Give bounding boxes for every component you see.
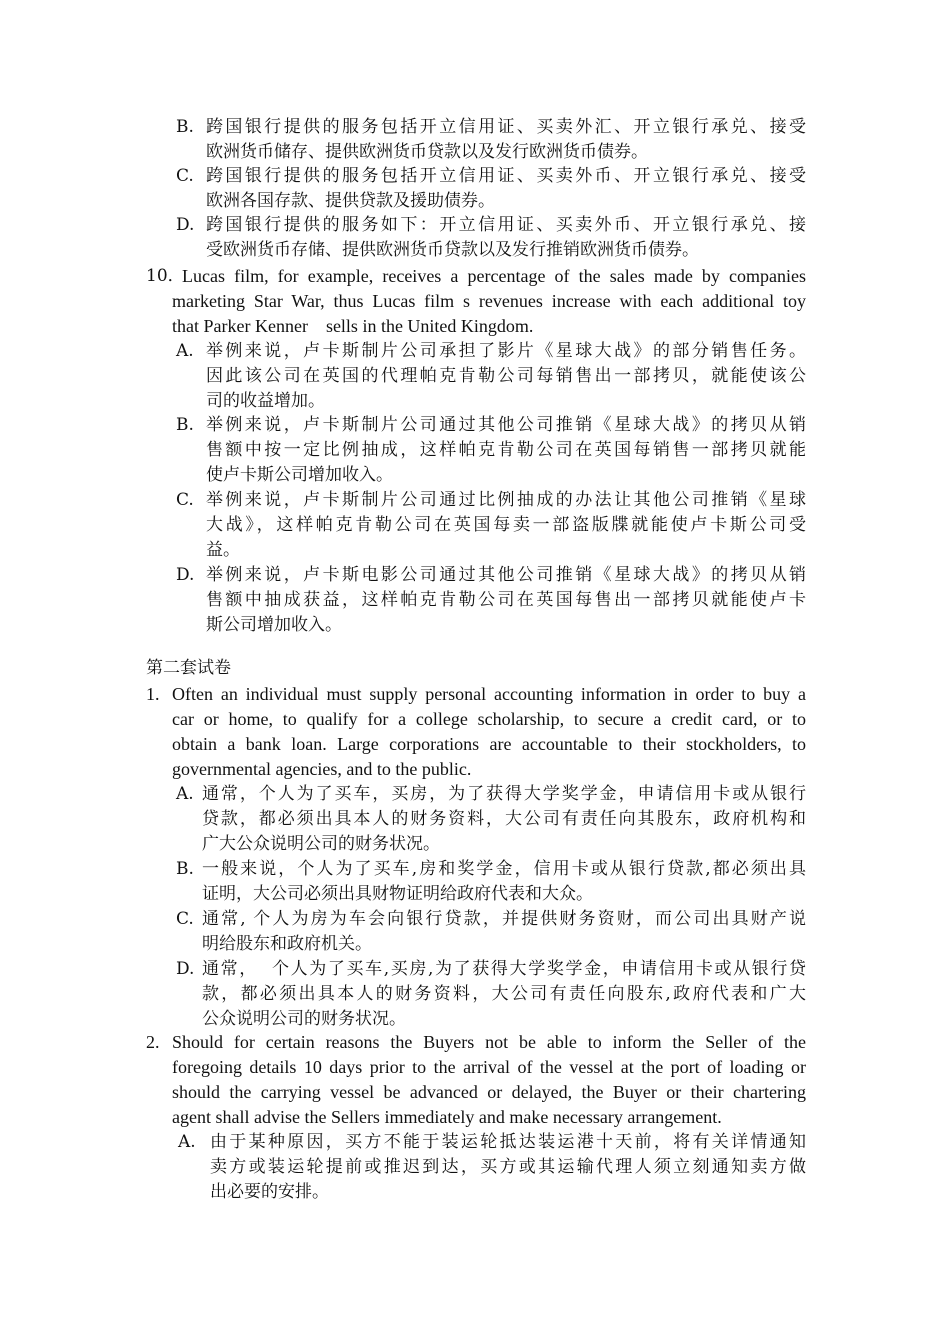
question-number: 1. <box>146 684 160 704</box>
option-text-line: 举例来说，卢卡斯制片公司通过其他公司推销《星球大战》的拷贝从销 <box>206 415 806 435</box>
question-text-line: governmental agencies, and to the public. <box>172 759 472 779</box>
option-text-line: 举例来说，卢卡斯制片公司通过比例抽成的办法让其他公司推销《星球 <box>206 490 806 510</box>
option-text-line: 卖方或装运轮提前或推迟到达，买方或其运输代理人须立刻通知卖方做 <box>210 1157 806 1177</box>
option-text-line: 售额中抽成获益，这样帕克肯勒公司在英国每售出一部拷贝就能使卢卡 <box>206 590 806 610</box>
option-letter: B. <box>176 117 194 137</box>
section-title: 第二套试卷 <box>146 658 231 678</box>
question-text-line: Lucas film, for example, receives a percentage of the sales made by companies <box>182 266 806 286</box>
question-text-line: obtain a bank loan. Large corporations are accountable to their stockholders, to <box>172 734 806 754</box>
option-letter: D. <box>176 215 195 235</box>
option-text-line: 公众说明公司的财务状况。 <box>202 1009 406 1029</box>
option-letter: C. <box>176 490 194 510</box>
option-letter: C. <box>176 166 194 186</box>
option-text-line: 明给股东和政府机关。 <box>202 934 372 954</box>
question-text-line: foregoing details 10 days prior to the arrival of the vessel at the port of loading or <box>172 1057 806 1077</box>
question-text-line: that Parker Kenner sells in the United Kingdom. <box>172 316 534 336</box>
option-text-line: 益。 <box>206 540 240 560</box>
option-text-line: 通常，个人为了买车，买房，为了获得大学奖学金，申请信用卡或从银行 <box>202 784 806 804</box>
option-text-line: 因此该公司在英国的代理帕克肯勒公司每销售出一部拷贝，就能使该公 <box>206 366 806 386</box>
option-text-line: 跨国银行提供的服务包括开立信用证、买卖外币、开立银行承兑、接受 <box>206 166 806 186</box>
option-text-line: 使卢卡斯公司增加收入。 <box>206 465 393 485</box>
option-letter: A. <box>176 341 194 361</box>
option-text-line: 广大公众说明公司的财务状况。 <box>202 834 440 854</box>
option-text-line: 贷款，都必须出具本人的财务资料，大公司有责任向其股东，政府机构和 <box>202 809 806 829</box>
question-text-line: should the carrying vessel be advanced or delayed, the Buyer or their chartering <box>172 1082 806 1102</box>
option-text-line: 通常， 个人为了买车,买房,为了获得大学奖学金，申请信用卡或从银行贷 <box>202 959 806 979</box>
question-text-line: Should for certain reasons the Buyers not be able to inform the Seller of the <box>172 1032 806 1052</box>
option-text-line: 司的收益增加。 <box>206 391 325 411</box>
option-text-line: 举例来说，卢卡斯制片公司承担了影片《星球大战》的部分销售任务。 <box>206 341 806 361</box>
option-text-line: 一般来说，个人为了买车,房和奖学金，信用卡或从银行贷款,都必须出具 <box>202 859 806 879</box>
question-text-line: marketing Star War, thus Lucas film s revenues increase with each additional toy <box>172 291 806 311</box>
option-text-line: 斯公司增加收入。 <box>206 615 342 635</box>
option-text-line: 通常, 个人为房为车会向银行贷款，并提供财务资财，而公司出具财产说 <box>202 909 806 929</box>
option-text-line: 欧洲各国存款、提供贷款及援助债券。 <box>206 191 495 211</box>
question-text-line: Often an individual must supply personal accounting information in order to buy a <box>172 684 806 704</box>
option-letter: A. <box>178 1132 196 1152</box>
option-letter: B. <box>176 859 194 879</box>
option-text-line: 跨国银行提供的服务包括开立信用证、买卖外汇、开立银行承兑、接受 <box>206 117 806 137</box>
option-text-line: 跨国银行提供的服务如下：开立信用证、买卖外币、开立银行承兑、接 <box>206 215 806 235</box>
option-letter: A. <box>176 784 194 804</box>
option-letter: D. <box>176 565 195 585</box>
question-text-line: car or home, to qualify for a college scholarship, to secure a credit card, or to <box>172 709 806 729</box>
option-text-line: 举例来说，卢卡斯电影公司通过其他公司推销《星球大战》的拷贝从销 <box>206 565 806 585</box>
option-text-line: 大战》，这样帕克肯勒公司在英国每卖一部盗版牒就能使卢卡斯公司受 <box>206 515 806 535</box>
option-text-line: 出必要的安排。 <box>210 1182 329 1202</box>
option-letter: D. <box>176 959 195 979</box>
option-text-line: 售额中按一定比例抽成，这样帕克肯勒公司在英国每销售一部拷贝就能 <box>206 440 806 460</box>
option-text-line: 款，都必须出具本人的财务资料，大公司有责任向股东,政府代表和广大 <box>202 984 806 1004</box>
option-text-line: 受欧洲货币存储、提供欧洲货币贷款以及发行推销欧洲货币债券。 <box>206 240 699 260</box>
option-letter: C. <box>176 909 194 929</box>
option-text-line: 欧洲货币储存、提供欧洲货币贷款以及发行欧洲货币债券。 <box>206 142 648 162</box>
question-number: 2. <box>146 1032 160 1052</box>
option-letter: B. <box>176 415 194 435</box>
option-text-line: 证明，大公司必须出具财物证明给政府代表和大众。 <box>202 884 593 904</box>
question-number: 10． <box>146 266 185 286</box>
option-text-line: 由于某种原因，买方不能于装运轮抵达装运港十天前，将有关详情通知 <box>210 1132 806 1152</box>
question-text-line: agent shall advise the Sellers immediately and make necessary arrangement. <box>172 1107 722 1127</box>
